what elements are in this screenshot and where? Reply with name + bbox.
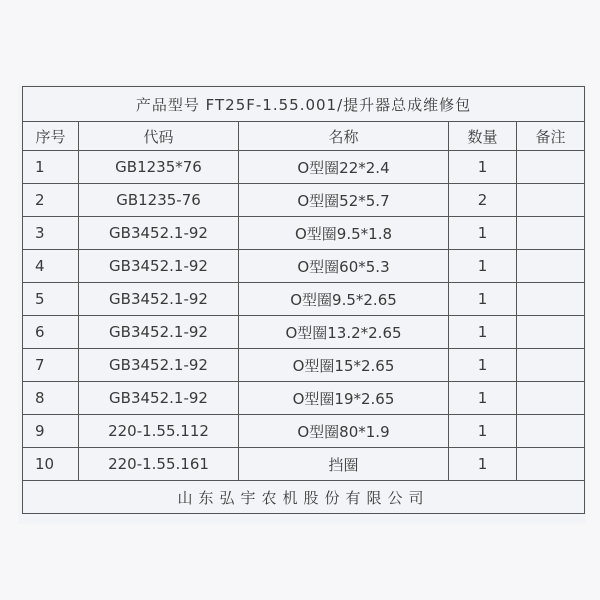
title-row (23, 87, 585, 122)
header-name: 名称 (239, 122, 449, 151)
table-body (23, 151, 585, 481)
table-row (23, 250, 585, 283)
table-row (23, 184, 585, 217)
table-row (23, 316, 585, 349)
cell-note (517, 283, 585, 316)
cell-code: GB1235-76 (79, 184, 239, 217)
cell-code: GB3452.1-92 (79, 316, 239, 349)
cell-code: GB3452.1-92 (79, 382, 239, 415)
cell-name: O型圈9.5*1.8 (239, 217, 449, 250)
cell-qty: 1 (449, 415, 517, 448)
header-no: 序号 (23, 122, 79, 151)
table-row (23, 283, 585, 316)
footer-row (23, 481, 585, 514)
table-row (23, 349, 585, 382)
cell-code: GB1235*76 (79, 151, 239, 184)
cell-name: O型圈13.2*2.65 (239, 316, 449, 349)
table-row (23, 217, 585, 250)
cell-name: O型圈15*2.65 (239, 349, 449, 382)
parts-table (22, 86, 585, 514)
cell-note (517, 415, 585, 448)
cell-qty: 2 (449, 184, 517, 217)
cell-qty: 1 (449, 250, 517, 283)
cell-note (517, 382, 585, 415)
cell-name: O型圈9.5*2.65 (239, 283, 449, 316)
cell-name: O型圈60*5.3 (239, 250, 449, 283)
cell-code: GB3452.1-92 (79, 349, 239, 382)
cell-note (517, 448, 585, 481)
cell-no: 1 (23, 151, 79, 184)
cell-qty: 1 (449, 382, 517, 415)
cell-no: 4 (23, 250, 79, 283)
cell-qty: 1 (449, 151, 517, 184)
cell-no: 3 (23, 217, 79, 250)
cell-no: 10 (23, 448, 79, 481)
cell-no: 6 (23, 316, 79, 349)
table-row (23, 415, 585, 448)
cell-qty: 1 (449, 448, 517, 481)
header-qty: 数量 (449, 122, 517, 151)
cell-no: 9 (23, 415, 79, 448)
cell-note (517, 349, 585, 382)
cell-name: O型圈52*5.7 (239, 184, 449, 217)
cell-note (517, 151, 585, 184)
table-row (23, 151, 585, 184)
cell-code: 220-1.55.161 (79, 448, 239, 481)
header-note: 备注 (517, 122, 585, 151)
header-row (23, 122, 585, 151)
cell-name: O型圈22*2.4 (239, 151, 449, 184)
cell-no: 7 (23, 349, 79, 382)
table-row (23, 448, 585, 481)
cell-no: 8 (23, 382, 79, 415)
document-title: 产品型号 FT25F-1.55.001/提升器总成维修包 (23, 87, 585, 122)
cell-note (517, 316, 585, 349)
cell-code: GB3452.1-92 (79, 217, 239, 250)
cell-code: 220-1.55.112 (79, 415, 239, 448)
cell-code: GB3452.1-92 (79, 250, 239, 283)
cell-name: O型圈19*2.65 (239, 382, 449, 415)
cell-note (517, 217, 585, 250)
cell-qty: 1 (449, 349, 517, 382)
cell-qty: 1 (449, 316, 517, 349)
cell-qty: 1 (449, 283, 517, 316)
header-code: 代码 (79, 122, 239, 151)
cell-name: O型圈80*1.9 (239, 415, 449, 448)
cell-name: 挡圈 (239, 448, 449, 481)
table-row (23, 382, 585, 415)
cell-qty: 1 (449, 217, 517, 250)
cell-code: GB3452.1-92 (79, 283, 239, 316)
cell-no: 2 (23, 184, 79, 217)
cell-note (517, 250, 585, 283)
cell-no: 5 (23, 283, 79, 316)
cell-note (517, 184, 585, 217)
company-name: 山东弘宇农机股份有限公司 (23, 481, 585, 514)
